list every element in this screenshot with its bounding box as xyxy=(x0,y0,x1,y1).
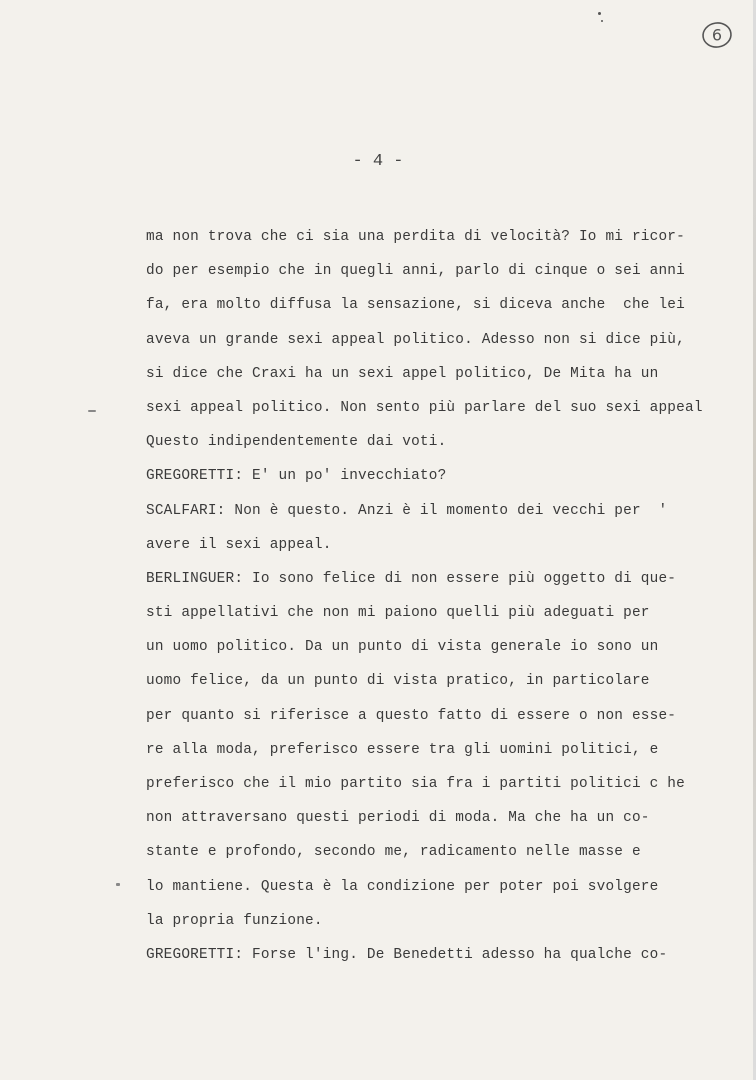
ink-speck xyxy=(601,20,603,22)
text-line: do per esempio che in quegli anni, parlo di cinque o sei anni xyxy=(146,263,685,280)
speaker-line: BERLINGUER: Io sono felice di non essere più oggetto di que- xyxy=(146,570,677,587)
text-line: si dice che Craxi ha un sexi appel politico, De Mita ha un xyxy=(146,365,659,382)
margin-mark xyxy=(88,410,96,412)
text-line: ma non trova che ci sia una perdita di velocità? Io mi ricor- xyxy=(146,229,685,245)
text-line: un uomo politico. Da un punto di vista generale io sono un xyxy=(146,639,659,656)
text-line: non attraversano questi periodi di moda. Ma che ha un co- xyxy=(146,810,650,827)
ink-speck xyxy=(598,12,601,15)
margin-mark xyxy=(116,883,120,886)
text-line: uomo felice, da un punto di vista pratico, in particolare xyxy=(146,673,650,690)
transcript-body xyxy=(146,220,736,972)
text-line: preferisco che il mio partito sia fra i partiti politici c he xyxy=(146,776,685,792)
page-number: - 4 - xyxy=(352,152,404,171)
text-line: re alla moda, preferisco essere tra gli uomini politici, e xyxy=(146,741,659,758)
speaker-line: SCALFARI: Non è questo. Anzi è il momento dei vecchi per ' xyxy=(146,502,668,519)
text-line: per quanto si riferisce a questo fatto di essere o non esse- xyxy=(146,707,677,724)
text-line: sti appellativi che non mi paiono quelli più adeguati per xyxy=(146,605,650,622)
text-line: la propria funzione. xyxy=(146,912,323,929)
text-line: avere il sexi appeal. xyxy=(146,536,332,553)
circled-page-annotation xyxy=(700,20,734,50)
annotation-number: 6 xyxy=(711,25,723,45)
speaker-line: GREGORETTI: E' un po' invecchiato? xyxy=(146,468,447,485)
text-line: fa, era molto diffusa la sensazione, si diceva anche che lei xyxy=(146,297,685,314)
text-line: Questo indipendentemente dai voti. xyxy=(146,434,447,451)
text-line: aveva un grande sexi appeal politico. Adesso non si dice più, xyxy=(146,331,685,348)
text-line: sexi appeal politico. Non sento più parlare del suo sexi appeal xyxy=(146,399,703,416)
text-line: lo mantiene. Questa è la condizione per poter poi svolgere xyxy=(146,878,659,895)
text-line: stante e profondo, secondo me, radicamento nelle masse e xyxy=(146,844,641,861)
speaker-line: GREGORETTI: Forse l'ing. De Benedetti adesso ha qualche co- xyxy=(146,946,668,963)
